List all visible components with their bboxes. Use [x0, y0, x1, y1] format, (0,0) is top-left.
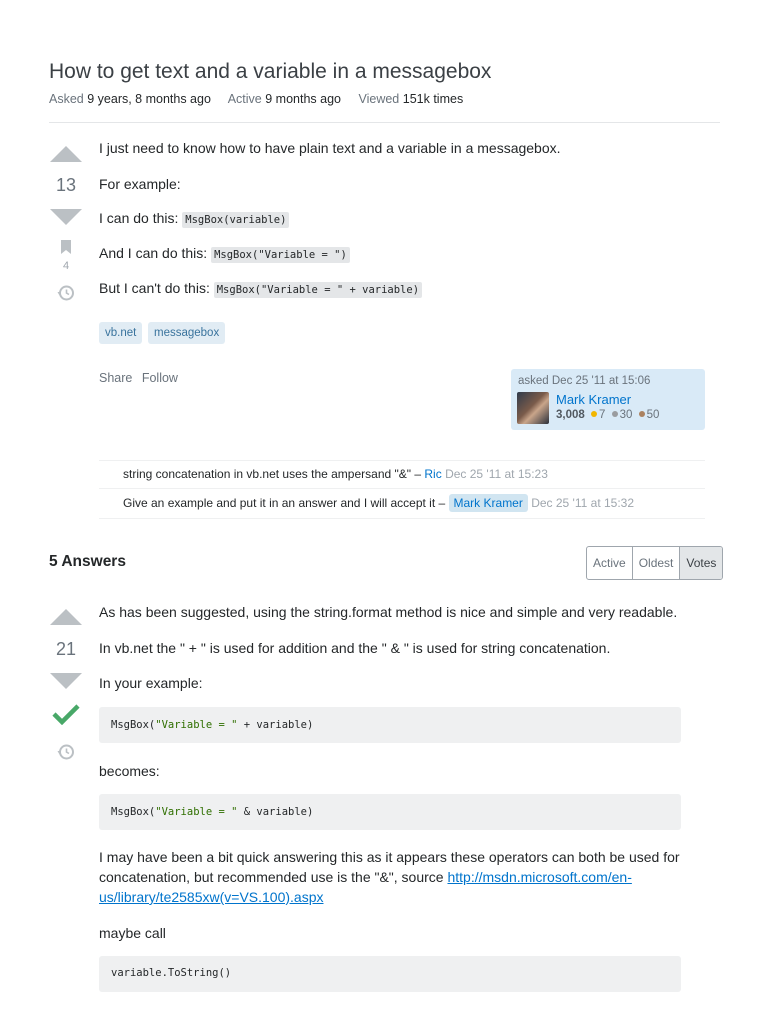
question-meta [49, 92, 477, 106]
code-token: MsgBox( [111, 719, 156, 731]
meta-viewed-label: Viewed [358, 92, 400, 106]
comment-user[interactable]: Ric [424, 467, 442, 481]
answer-paragraph: becomes: [99, 763, 160, 779]
answer-paragraph: In your example: [99, 675, 203, 691]
question-paragraph: For example: [99, 176, 181, 192]
tab-active[interactable]: Active [587, 547, 633, 579]
question-paragraph [99, 244, 350, 264]
tab-votes[interactable]: Votes [680, 547, 722, 579]
msdn-link[interactable]: us/library/te2585xw(v=VS.100).aspx [99, 889, 324, 905]
comment-divider [99, 460, 705, 461]
bronze-badge-count: 50 [646, 409, 660, 421]
comment-divider [99, 518, 705, 519]
code-string: "Variable = " [155, 806, 238, 818]
user-name[interactable]: Mark Kramer [556, 392, 632, 407]
paragraph-text: concatenation, but recommended use is the "&", source [99, 869, 448, 885]
bookmark-count: 4 [62, 260, 70, 272]
answer-score: 21 [55, 639, 77, 659]
answer-paragraph: As has been suggested, using the string.format method is nice and simple and very readable. [99, 604, 678, 620]
silver-badge-icon [612, 411, 618, 417]
downvote-icon[interactable] [50, 209, 82, 225]
follow-link[interactable]: Follow [141, 371, 178, 385]
gold-badge-count: 7 [598, 409, 606, 421]
question-paragraph: I just need to know how to have plain text and a variable in a messagebox. [99, 140, 561, 156]
code-block [99, 956, 681, 992]
history-icon[interactable] [57, 743, 75, 761]
upvote-icon[interactable] [50, 146, 82, 162]
upvote-icon[interactable] [50, 609, 82, 625]
meta-viewed-value: 151k times [402, 92, 464, 106]
question-score: 13 [55, 175, 77, 195]
bronze-badge-icon [639, 411, 645, 417]
reputation-score: 3,008 [556, 409, 585, 421]
bookmark-icon[interactable] [60, 239, 72, 255]
code-block [99, 707, 681, 743]
gold-badge-icon [591, 411, 597, 417]
share-link[interactable]: Share [99, 371, 133, 385]
avatar[interactable] [517, 392, 549, 424]
comment-user[interactable]: Mark Kramer [449, 494, 528, 512]
answers-count-heading: 5 Answers [49, 553, 126, 570]
code-string: "Variable = " [155, 719, 238, 731]
comment [123, 496, 634, 510]
answer-paragraph: I may have been a bit quick answering this as it appears these operators can both be used for [99, 849, 680, 865]
tag-vbnet[interactable]: vb.net [99, 322, 142, 344]
comment [123, 467, 548, 481]
code-token: & variable) [237, 806, 314, 818]
header-divider [49, 122, 720, 123]
silver-badge-count: 30 [619, 409, 633, 421]
tag-messagebox[interactable]: messagebox [148, 322, 225, 344]
paragraph-text: And I can do this: [99, 245, 212, 261]
user-reputation [556, 409, 659, 421]
code-token: + variable) [237, 719, 314, 731]
history-icon[interactable] [57, 284, 75, 302]
sort-tabs [586, 546, 723, 580]
meta-asked-value: 9 years, 8 months ago [87, 92, 211, 106]
meta-active-label: Active [227, 92, 262, 106]
msdn-link[interactable]: http://msdn.microsoft.com/en- [447, 869, 632, 885]
post-menu [99, 371, 178, 385]
paragraph-text: But I can't do this: [99, 280, 214, 296]
comment-date[interactable]: Dec 25 '11 at 15:32 [531, 496, 635, 510]
paragraph-text: I can do this: [99, 210, 183, 226]
answer-paragraph: In vb.net the " + " is used for addition and the " & " is used for string concatenation. [99, 640, 611, 656]
comment-text: Give an example and put it in an answer and I will accept it – [123, 496, 449, 510]
code-token: variable.ToString() [111, 967, 232, 979]
comment-date[interactable]: Dec 25 '11 at 15:23 [445, 467, 548, 481]
question-title[interactable]: How to get text and a variable in a messagebox [49, 60, 492, 83]
asked-timestamp[interactable]: asked Dec 25 '11 at 15:06 [518, 375, 651, 387]
owner-user-card [511, 369, 705, 430]
answer-paragraph: maybe call [99, 925, 166, 941]
question-paragraph [99, 279, 422, 299]
accepted-check-icon [52, 703, 80, 725]
meta-active-value[interactable]: 9 months ago [265, 92, 341, 106]
code-block [99, 794, 681, 830]
inline-code: MsgBox("Variable = ") [211, 247, 350, 263]
comment-divider [99, 488, 705, 489]
comment-text: string concatenation in vb.net uses the ampersand "&" – [123, 467, 425, 481]
question-paragraph [99, 209, 289, 229]
answer-paragraph [99, 868, 632, 886]
tab-oldest[interactable]: Oldest [633, 547, 681, 579]
answer-paragraph [99, 888, 324, 906]
code-token: MsgBox( [111, 806, 156, 818]
meta-asked-label: Asked [49, 92, 84, 106]
inline-code: MsgBox(variable) [182, 212, 289, 228]
inline-code: MsgBox("Variable = " + variable) [214, 282, 422, 298]
downvote-icon[interactable] [50, 673, 82, 689]
